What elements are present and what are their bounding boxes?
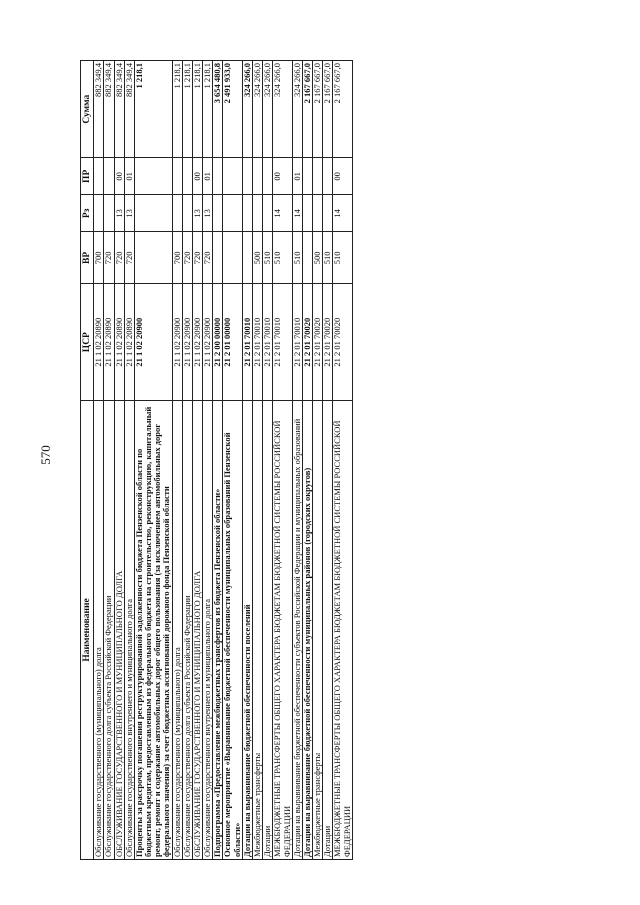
cell-name: МЕЖБЮДЖЕТНЫЕ ТРАНСФЕРТЫ ОБЩЕГО ХАРАКТЕРА БЮДЖЕТАМ БЮДЖЕТНОЙ СИСТЕМЫ РОССИЙСКОЙ ФЕДЕРАЦИИ [333, 400, 352, 859]
table-row [333, 61, 352, 860]
cell-sum: 324 266,0 [242, 61, 252, 158]
cell-sum: 324 266,0 [273, 61, 292, 158]
cell-vr: 510 [263, 232, 273, 284]
cell-csr: 21 2 01 70010 [273, 284, 292, 400]
cell-rz: 13 [114, 195, 124, 232]
cell-pr [263, 158, 273, 195]
cell-sum: 2 167 667,0 [302, 61, 312, 158]
cell-pr [213, 158, 223, 195]
cell-pr: 01 [124, 158, 134, 195]
table-row [302, 61, 312, 860]
cell-csr: 21 2 01 70020 [333, 284, 352, 400]
cell-vr: 720 [182, 232, 192, 284]
cell-vr [223, 232, 242, 284]
cell-sum: 2 167 667,0 [323, 61, 333, 158]
table-row [94, 61, 104, 860]
cell-rz [104, 195, 114, 232]
budget-table [80, 60, 353, 860]
table-row [263, 61, 273, 860]
cell-name: Основное мероприятие «Выравнивание бюджетной обеспеченности муниципальных образований Пензенской области» [223, 400, 242, 859]
table-row [104, 61, 114, 860]
cell-name: МЕЖБЮДЖЕТНЫЕ ТРАНСФЕРТЫ ОБЩЕГО ХАРАКТЕРА БЮДЖЕТАМ БЮДЖЕТНОЙ СИСТЕМЫ РОССИЙСКОЙ ФЕДЕРАЦИИ [273, 400, 292, 859]
cell-csr: 21 1 02 20900 [192, 284, 202, 400]
header-csr: ЦСР [81, 284, 94, 400]
cell-name: Подпрограмма «Предоставление межбюджетных трансфертов из бюджета Пензенской области» [213, 400, 223, 859]
cell-pr: 00 [114, 158, 124, 195]
cell-sum: 1 218,1 [134, 61, 172, 158]
cell-csr: 21 2 00 00000 [213, 284, 223, 400]
cell-vr: 500 [313, 232, 323, 284]
cell-sum: 882 349,4 [104, 61, 114, 158]
cell-csr: 21 2 01 00000 [223, 284, 242, 400]
cell-pr [94, 158, 104, 195]
cell-rz [263, 195, 273, 232]
cell-rz: 14 [273, 195, 292, 232]
table-row [253, 61, 263, 860]
header-vr: ВР [81, 232, 94, 284]
cell-name: Дотации [323, 400, 333, 859]
cell-pr [302, 158, 312, 195]
cell-pr [134, 158, 172, 195]
cell-vr: 720 [124, 232, 134, 284]
table-row [273, 61, 292, 860]
table-row [213, 61, 223, 860]
table-row [223, 61, 242, 860]
cell-vr: 510 [292, 232, 302, 284]
table-row [292, 61, 302, 860]
cell-pr [104, 158, 114, 195]
cell-pr [242, 158, 252, 195]
cell-name: Обслуживание государственного внутреннего и муниципального долга [203, 400, 213, 859]
cell-vr: 700 [172, 232, 182, 284]
header-rz: Рз [81, 195, 94, 232]
cell-sum: 2 167 667,0 [313, 61, 323, 158]
cell-vr: 720 [203, 232, 213, 284]
cell-rz [313, 195, 323, 232]
cell-csr: 21 1 02 20890 [114, 284, 124, 400]
cell-csr: 21 1 02 20900 [182, 284, 192, 400]
header-sum: Сумма [81, 61, 94, 158]
cell-pr: 00 [192, 158, 202, 195]
cell-vr [302, 232, 312, 284]
cell-name: Обслуживание государственного долга субъекта Российской Федерации [104, 400, 114, 859]
cell-rz: 14 [333, 195, 352, 232]
cell-sum: 324 266,0 [253, 61, 263, 158]
cell-rz: 13 [203, 195, 213, 232]
cell-rz [223, 195, 242, 232]
cell-sum: 882 349,4 [114, 61, 124, 158]
cell-csr: 21 2 01 70010 [253, 284, 263, 400]
cell-rz [172, 195, 182, 232]
cell-rz [213, 195, 223, 232]
cell-csr: 21 1 02 20900 [172, 284, 182, 400]
cell-vr: 720 [114, 232, 124, 284]
cell-name: Дотации на выравнивание бюджетной обеспеченности муниципальных районов (городских округов) [302, 400, 312, 859]
cell-csr: 21 1 02 20900 [203, 284, 213, 400]
cell-pr: 00 [273, 158, 292, 195]
cell-rz [134, 195, 172, 232]
cell-pr [313, 158, 323, 195]
cell-rz [242, 195, 252, 232]
cell-name: Обслуживание государственного внутреннего и муниципального долга [124, 400, 134, 859]
cell-pr: 01 [292, 158, 302, 195]
cell-pr: 01 [203, 158, 213, 195]
cell-name: ОБСЛУЖИВАНИЕ ГОСУДАРСТВЕННОГО И МУНИЦИПАЛЬНОГО ДОЛГА [192, 400, 202, 859]
cell-csr: 21 2 01 70010 [292, 284, 302, 400]
cell-sum: 1 218,1 [192, 61, 202, 158]
cell-name: Дотации на выравнивание бюджетной обеспеченности субъектов Российской Федерации и муниципальных образований [292, 400, 302, 859]
cell-vr: 720 [104, 232, 114, 284]
cell-name: Обслуживание государственного (муниципального) долга [94, 400, 104, 859]
cell-name: Обслуживание государственного (муниципального) долга [172, 400, 182, 859]
cell-csr: 21 1 02 20900 [134, 284, 172, 400]
cell-vr [134, 232, 172, 284]
table-row [203, 61, 213, 860]
cell-vr: 510 [273, 232, 292, 284]
cell-rz [182, 195, 192, 232]
cell-name: Обслуживание государственного долга субъекта Российской Федерации [182, 400, 192, 859]
header-name: Наименование [81, 400, 94, 859]
cell-sum: 1 218,1 [182, 61, 192, 158]
table-row [242, 61, 252, 860]
table-row [172, 61, 182, 860]
cell-vr: 510 [323, 232, 333, 284]
cell-pr [323, 158, 333, 195]
cell-sum: 2 491 933,0 [223, 61, 242, 158]
cell-vr: 700 [94, 232, 104, 284]
cell-name: Межбюджетные трансферты [253, 400, 263, 859]
table-row [134, 61, 172, 860]
cell-name: ОБСЛУЖИВАНИЕ ГОСУДАРСТВЕННОГО И МУНИЦИПАЛЬНОГО ДОЛГА [114, 400, 124, 859]
rotated-table-container [80, 60, 353, 860]
header-pr: ПР [81, 158, 94, 195]
cell-pr: 00 [333, 158, 352, 195]
cell-sum: 882 349,4 [124, 61, 134, 158]
table-header-row [81, 61, 94, 860]
cell-pr [182, 158, 192, 195]
cell-vr [213, 232, 223, 284]
cell-rz [253, 195, 263, 232]
cell-sum: 324 266,0 [263, 61, 273, 158]
cell-rz: 13 [124, 195, 134, 232]
table-row [313, 61, 323, 860]
cell-vr: 500 [253, 232, 263, 284]
cell-sum: 1 218,1 [203, 61, 213, 158]
cell-vr: 510 [333, 232, 352, 284]
cell-name: Дотации [263, 400, 273, 859]
cell-rz [302, 195, 312, 232]
table-row [114, 61, 124, 860]
table-row [323, 61, 333, 860]
cell-pr [223, 158, 242, 195]
cell-name: Дотации на выравнивание бюджетной обеспеченности поселений [242, 400, 252, 859]
cell-name: Межбюджетные трансферты [313, 400, 323, 859]
cell-rz [323, 195, 333, 232]
cell-csr: 21 2 01 70010 [263, 284, 273, 400]
cell-pr [172, 158, 182, 195]
cell-csr: 21 2 01 70020 [313, 284, 323, 400]
cell-sum: 882 349,4 [94, 61, 104, 158]
cell-rz: 14 [292, 195, 302, 232]
table-row [124, 61, 134, 860]
page-number: 570 [37, 445, 53, 465]
cell-csr: 21 1 02 20890 [104, 284, 114, 400]
cell-csr: 21 2 01 70020 [323, 284, 333, 400]
cell-vr [242, 232, 252, 284]
cell-sum: 3 654 480,8 [213, 61, 223, 158]
cell-rz [94, 195, 104, 232]
cell-vr: 720 [192, 232, 202, 284]
cell-sum: 2 167 667,0 [333, 61, 352, 158]
cell-pr [253, 158, 263, 195]
cell-csr: 21 1 02 20890 [94, 284, 104, 400]
cell-csr: 21 2 01 70010 [242, 284, 252, 400]
table-row [182, 61, 192, 860]
table-body [94, 61, 352, 860]
cell-name: Проценты за рассрочку погашения реструктурированной задолженности бюджета Пензенской области по бюджетным кредитам, предоставленным из федерального бюджета на строительство, реконструкцию, капитальный ремонт, ремонт и содержание автомобильных дорог общего пользования (за исключением автомобильных дорог федерального значения) за счет бюджетных ассигнований дорожного фонда Пензенской области [134, 400, 172, 859]
cell-sum: 324 266,0 [292, 61, 302, 158]
table-row [192, 61, 202, 860]
cell-sum: 1 218,1 [172, 61, 182, 158]
cell-csr: 21 2 01 70020 [302, 284, 312, 400]
cell-csr: 21 1 02 20890 [124, 284, 134, 400]
cell-rz: 13 [192, 195, 202, 232]
